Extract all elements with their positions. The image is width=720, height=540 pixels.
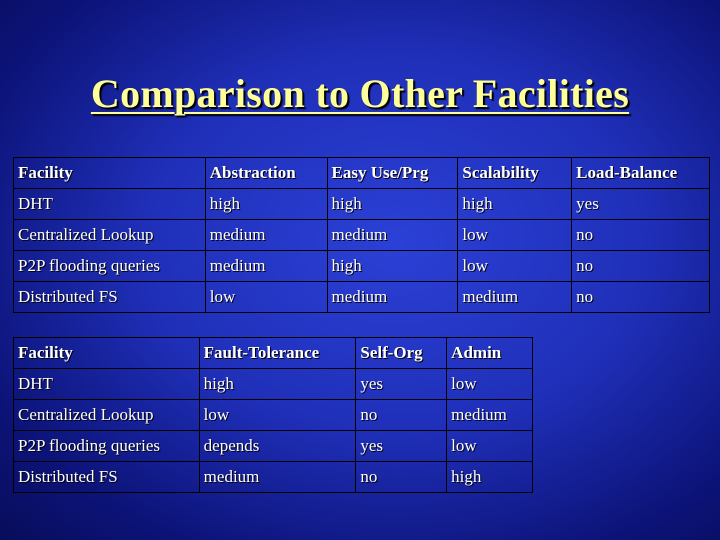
table-cell: medium xyxy=(458,282,572,313)
table-cell: medium xyxy=(205,220,327,251)
header-cell: Easy Use/Prg xyxy=(327,158,458,189)
table-cell: high xyxy=(458,189,572,220)
table-row xyxy=(14,431,533,462)
table-cell: high xyxy=(327,189,458,220)
table-row xyxy=(14,400,533,431)
table-header-row xyxy=(14,338,533,369)
table-row xyxy=(14,462,533,493)
table-cell: low xyxy=(447,369,533,400)
table-cell: no xyxy=(356,400,447,431)
table-cell: no xyxy=(356,462,447,493)
header-cell: Self-Org xyxy=(356,338,447,369)
table-cell: no xyxy=(572,251,710,282)
table-cell: DHT xyxy=(14,369,200,400)
header-cell: Scalability xyxy=(458,158,572,189)
table-row xyxy=(14,189,710,220)
table-cell: depends xyxy=(199,431,356,462)
table-cell: low xyxy=(199,400,356,431)
table-cell: low xyxy=(458,220,572,251)
comparison-table-2 xyxy=(13,337,533,493)
table-cell: medium xyxy=(199,462,356,493)
table-header-row xyxy=(14,158,710,189)
table-cell: high xyxy=(199,369,356,400)
table-row xyxy=(14,369,533,400)
table-row xyxy=(14,282,710,313)
header-cell: Load-Balance xyxy=(572,158,710,189)
table-cell: yes xyxy=(572,189,710,220)
table-cell: P2P flooding queries xyxy=(14,251,206,282)
table-cell: yes xyxy=(356,431,447,462)
table-cell: Distributed FS xyxy=(14,282,206,313)
table-cell: high xyxy=(327,251,458,282)
table-cell: high xyxy=(447,462,533,493)
table-cell: DHT xyxy=(14,189,206,220)
header-cell: Facility xyxy=(14,158,206,189)
slide-title: Comparison to Other Facilities xyxy=(90,71,630,116)
table-cell: low xyxy=(205,282,327,313)
table-cell: no xyxy=(572,220,710,251)
table-cell: high xyxy=(205,189,327,220)
table-cell: no xyxy=(572,282,710,313)
table-cell: medium xyxy=(327,220,458,251)
table-cell: medium xyxy=(205,251,327,282)
header-cell: Fault-Tolerance xyxy=(199,338,356,369)
table-cell: medium xyxy=(447,400,533,431)
header-cell: Facility xyxy=(14,338,200,369)
table-cell: medium xyxy=(327,282,458,313)
table-cell: yes xyxy=(356,369,447,400)
header-cell: Admin xyxy=(447,338,533,369)
table-cell: low xyxy=(458,251,572,282)
table-cell: Centralized Lookup xyxy=(14,400,200,431)
header-cell: Abstraction xyxy=(205,158,327,189)
table-cell: Distributed FS xyxy=(14,462,200,493)
comparison-table-1 xyxy=(13,157,710,313)
table-cell: P2P flooding queries xyxy=(14,431,200,462)
table-row xyxy=(14,251,710,282)
table-cell: Centralized Lookup xyxy=(14,220,206,251)
table-row xyxy=(14,220,710,251)
table-cell: low xyxy=(447,431,533,462)
